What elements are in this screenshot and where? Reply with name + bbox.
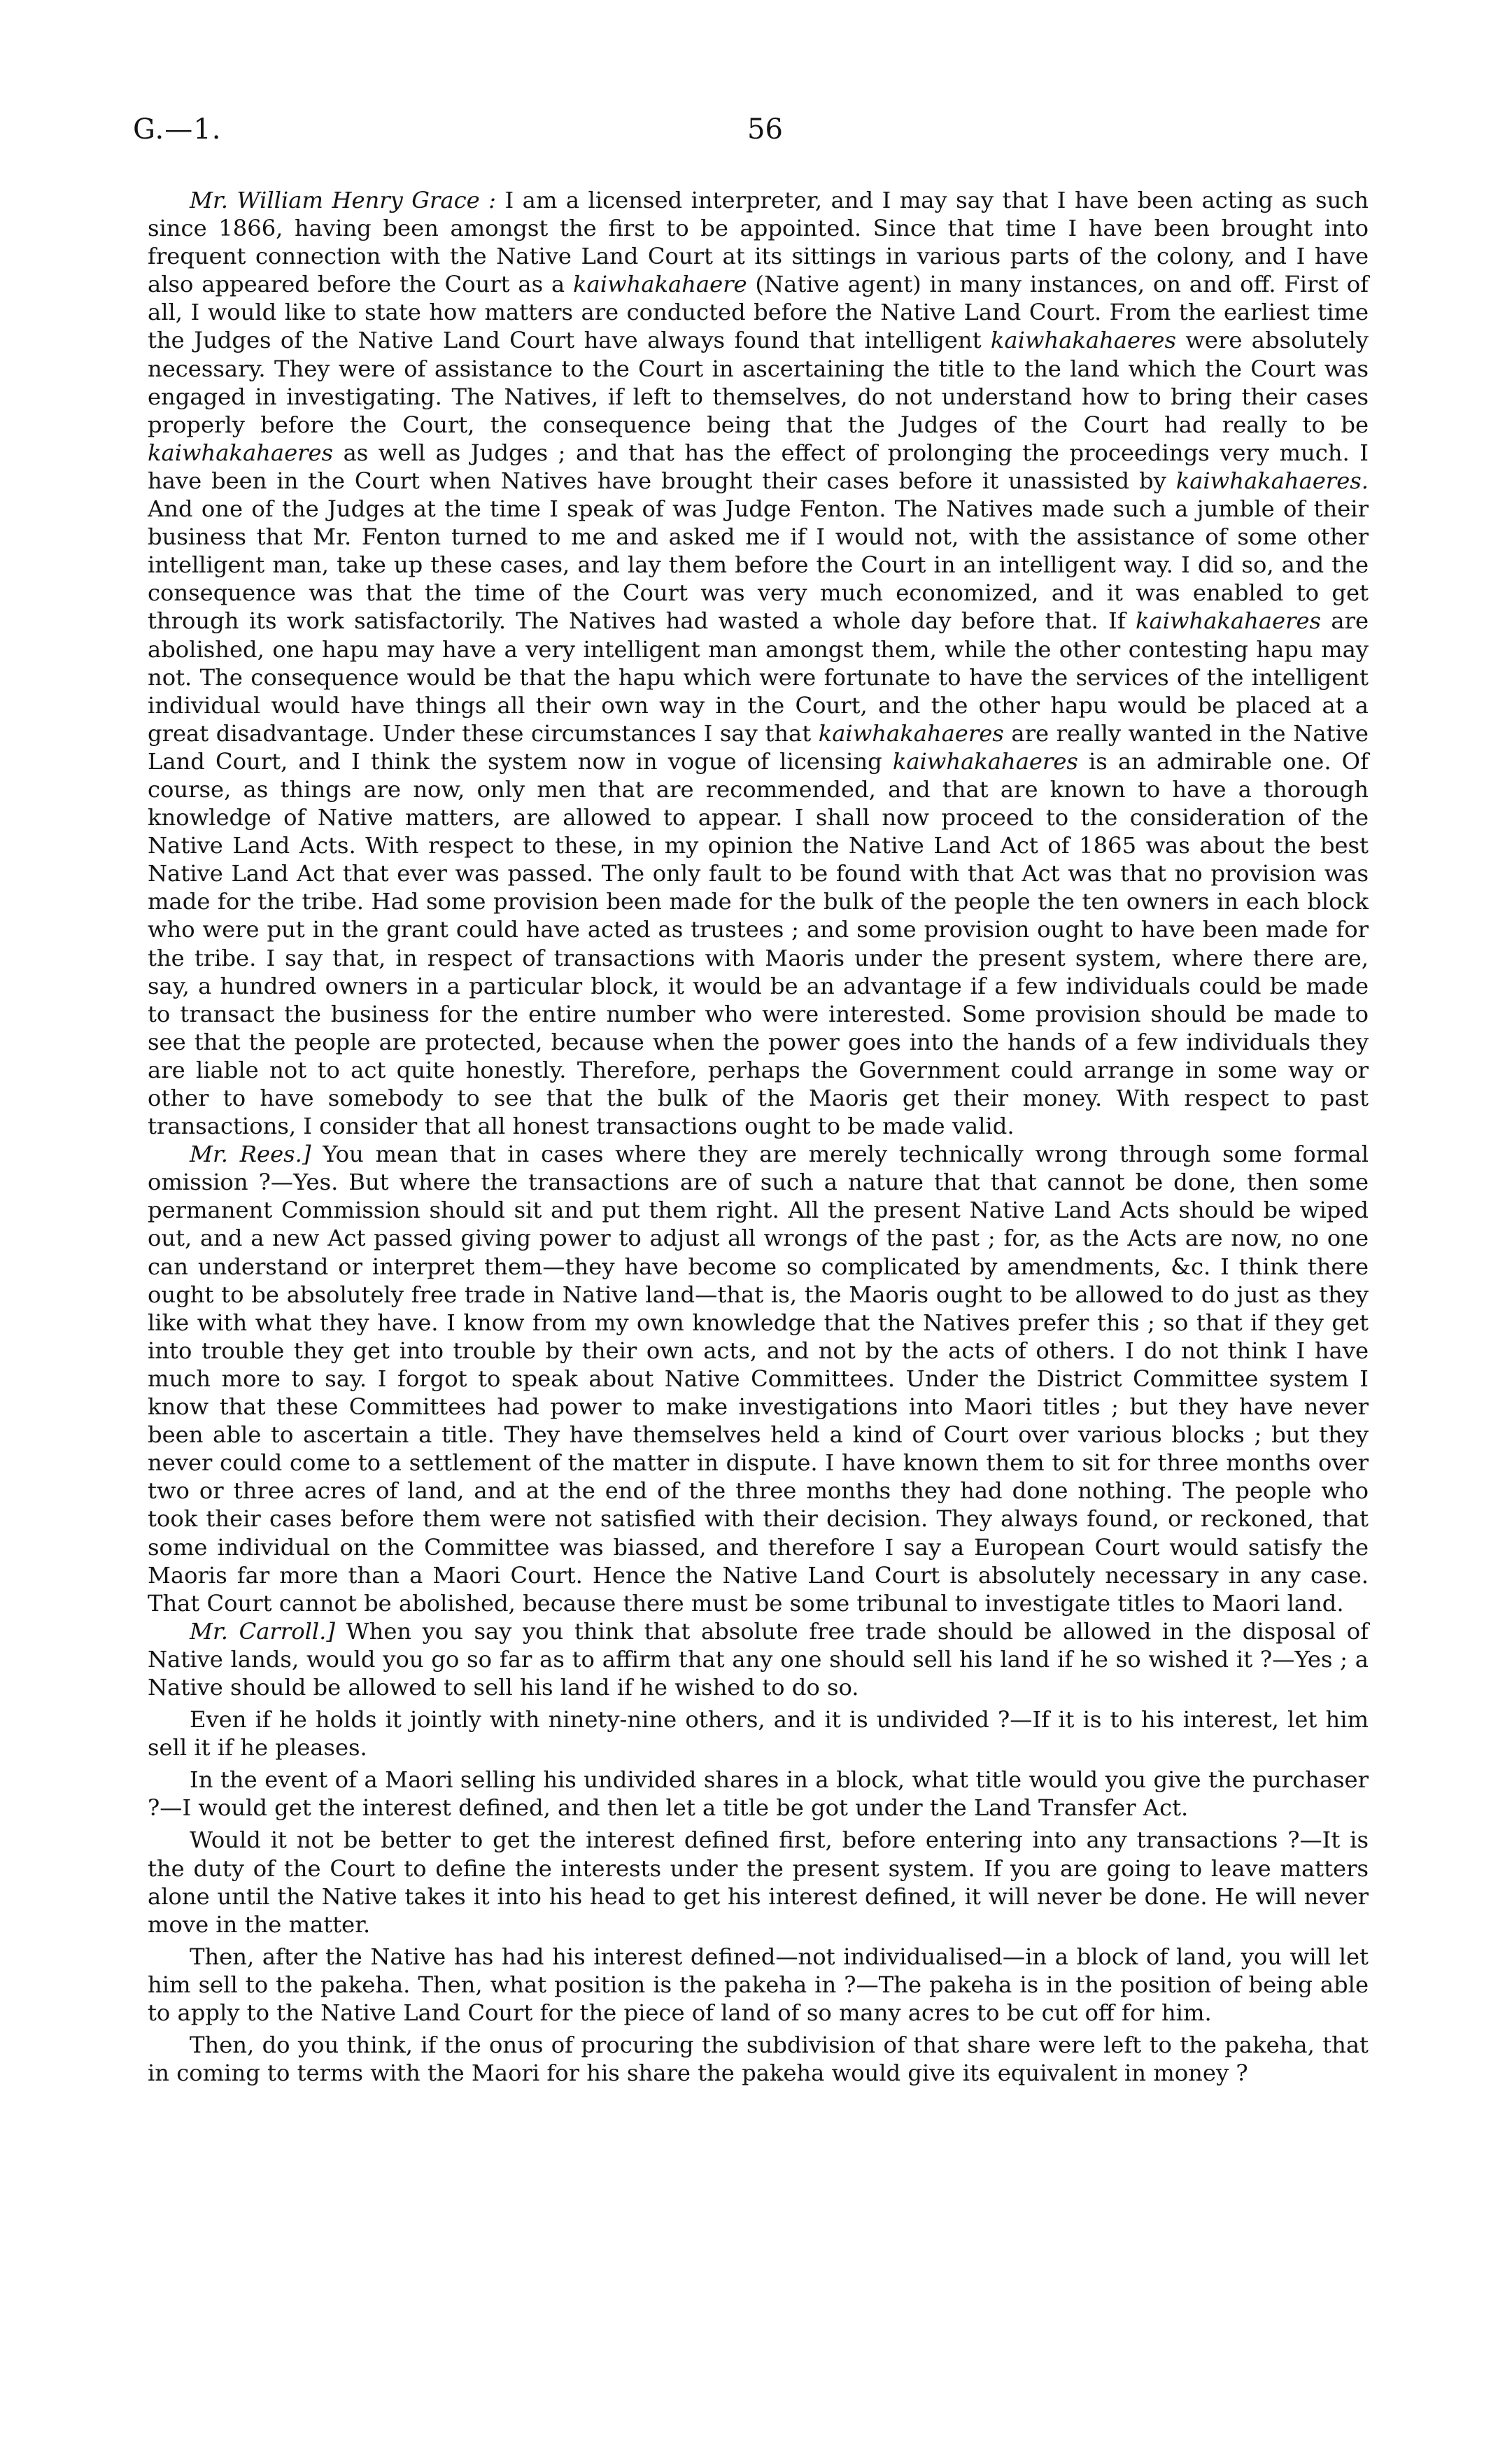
speaker-name: Mr. Rees.] xyxy=(190,1141,311,1168)
paragraph xyxy=(148,186,1369,1140)
italic-term: kaiwhakahaeres xyxy=(148,439,334,466)
paragraph-text: You mean that in cases where they are merely technically wrong through some formal omission ?—Yes. But where the transactions are of such a nature that that cannot be done, then some permanent Commission should sit and put them right. All the present Native Land Acts should be wiped out, and a new Act passed giving power to adjust all wrongs of the past ; for, as the Acts are now, no one can understand or interpret them—they have become so complicated by amendments, &c. I think there ought to be absolutely free trade in Native land—that is, the Maoris ought to be allowed to do just as they like with what they have. I know from my own knowledge that the Natives prefer this ; so that if they get into trouble they get into trouble by their own acts, and not by the acts of others. I do not think I have much more to say. I forgot to speak about Native Committees. Under the District Committee system I know that these Committees had power to make investigations into Maori titles ; but they have never been able to ascertain a title. They have themselves held a kind of Court over various blocks ; but they never could come to a settlement of the matter in dispute. I have known them to sit for three months over two or three acres of land, and at the end of the three months they had done nothing. The people who took their cases before them were not satisfied with their decision. They always found, or reckoned, that some individual on the Committee was biassed, and therefore I say a European Court would satisfy the Maoris far more than a Maori Court. Hence the Native Land Court is absolutely necessary in any case. That Court cannot be abolished, because there must be some tribunal to investigate titles to Maori land. xyxy=(148,1141,1369,1617)
italic-term: kaiwhakahaere xyxy=(573,271,747,298)
speaker-name: Mr. William Henry Grace : xyxy=(190,187,496,213)
speaker-name: Mr. Carroll.] xyxy=(190,1617,335,1645)
paragraph-text: Then, after the Native has had his interest defined—not individualised—in a block of land, you will let him sell to the pakeha. Then, what position is the pakeha in ?—The pakeha is in the position of being able to apply to the Native Land Court for the piece of land of so many acres to be cut off for him. xyxy=(148,1943,1369,2026)
paragraph xyxy=(148,1705,1369,1761)
paragraph-text: were absolutely necessary. They were of assistance to the Court in ascertaining the title to the land which the Court was engaged in investigating. The Natives, if left to themselves, do not understand how to bring their cases properly before the Court, the consequence being that the Judges of the Court had really to be xyxy=(148,327,1369,438)
paragraph-text: I am a licensed interpreter, and I may say that I have been acting as such since 1866, having been amongst the first to be appointed. Since that time I have been brought into frequent connection with the Native Land Court at its sittings in various parts of the colony, and I have also appeared before the Court as a xyxy=(148,187,1369,298)
paragraph-text: are abolished, one hapu may have a very intelligent man amongst them, while the other contesting hapu may not. The consequence would be that the hapu which were fortunate to have the services of the intelligent individual would have things all their own way in the Court, and the other hapu would be placed at a great disadvantage. Under these circumstances I say that xyxy=(148,607,1369,747)
paragraph xyxy=(148,2031,1369,2087)
paragraph-text: Even if he holds it jointly with ninety-nine others, and it is undivided ?—If it is to his interest, let him sell it if he pleases. xyxy=(148,1706,1369,1761)
paragraph-text: And one of the Judges at the time I speak of was Judge Fenton. The Natives made such a jumble of their business that Mr. Fenton turned to me and asked me if I would not, with the assistance of some other intelligent man, take up these cases, and lay them before the Court in an intelligent way. I did so, and the consequence was that the time of the Court was very much economized, and it was enabled to get through its work satisfactorily. The Natives had wasted a whole day before that. If xyxy=(148,495,1369,635)
paragraph xyxy=(148,1766,1369,1822)
paragraph-text: Then, do you think, if the onus of procuring the subdivision of that share were left to the pakeha, that in coming to terms with the Maori for his share the pakeha would give its equivalent in money ? xyxy=(148,2032,1369,2087)
body-text xyxy=(148,186,1369,2087)
paragraph-text: is an admirable one. Of course, as things are now, only men that are recommended, and that are known to have a thorough knowledge of Native matters, are allowed to appear. I shall now proceed to the consideration of the Native Land Acts. With respect to these, in my opinion the Native Land Act of 1865 was about the best Native Land Act that ever was passed. The only fault to be found with that Act was that no provision was made for the tribe. Had some provision been made for the bulk of the people the ten owners in each block who were put in the grant could have acted as trustees ; and some provision ought to have been made for the tribe. I say that, in respect of transactions with Maoris under the present system, where there are, say, a hundred owners in a particular block, it would be an advantage if a few individuals could be made to transact the business for the entire number who were interested. Some provision should be made to see that the people are protected, because when the power goes into the hands of a few individuals they are liable not to act quite honestly. Therefore, perhaps the Government could arrange in some way or other to have somebody to see that the bulk of the Maoris get their money. With respect to past transactions, I consider that all honest transactions ought to be made valid. xyxy=(148,747,1369,1140)
italic-term: kaiwhakahaeres. xyxy=(1175,467,1369,494)
italic-term: kaiwhakahaeres xyxy=(892,747,1078,775)
paragraph-text: as well as Judges ; and that has the effect of prolonging the proceedings very much. I have been in the Court when Natives have brought their cases before it unassisted by xyxy=(148,439,1369,494)
page-number: 56 xyxy=(747,113,783,146)
paragraph xyxy=(148,1826,1369,1938)
paragraph-text: Would it not be better to get the interest defined first, before entering into any transactions ?—It is the duty of the Court to define the interests under the present system. If you are going to leave matters alone until the Native takes it into his head to get his interest defined, it will never be done. He will never move in the matter. xyxy=(148,1827,1369,1938)
paragraph-text: are really wanted in the Native Land Court, and I think the system now in vogue of licensing xyxy=(148,719,1369,775)
italic-term: kaiwhakahaeres xyxy=(990,327,1176,354)
paragraph-text: (Native agent) in many instances, on and off. First of all, I would like to state how matters are conducted before the Native Land Court. From the earliest time the Judges of the Native Land Court have always found that intelligent xyxy=(148,271,1369,354)
paragraph xyxy=(148,1617,1369,1701)
paragraph xyxy=(148,1943,1369,2027)
paragraph-text: When you say you think that absolute free trade should be allowed in the disposal of Native lands, would you go so far as to affirm that any one should sell his land if he so wished it ?—Yes ; a Native should be allowed to sell his land if he wished to do so. xyxy=(148,1617,1369,1701)
document-reference: G.—1. xyxy=(133,113,222,146)
italic-term: kaiwhakahaeres xyxy=(1135,607,1322,635)
paragraph xyxy=(148,1140,1369,1617)
paragraph-text: In the event of a Maori selling his undivided shares in a block, what title would you give the purchaser ?—I would get the interest defined, and then let a title be got under the Land Transfer Act. xyxy=(148,1766,1369,1822)
italic-term: kaiwhakahaeres xyxy=(818,719,1004,747)
